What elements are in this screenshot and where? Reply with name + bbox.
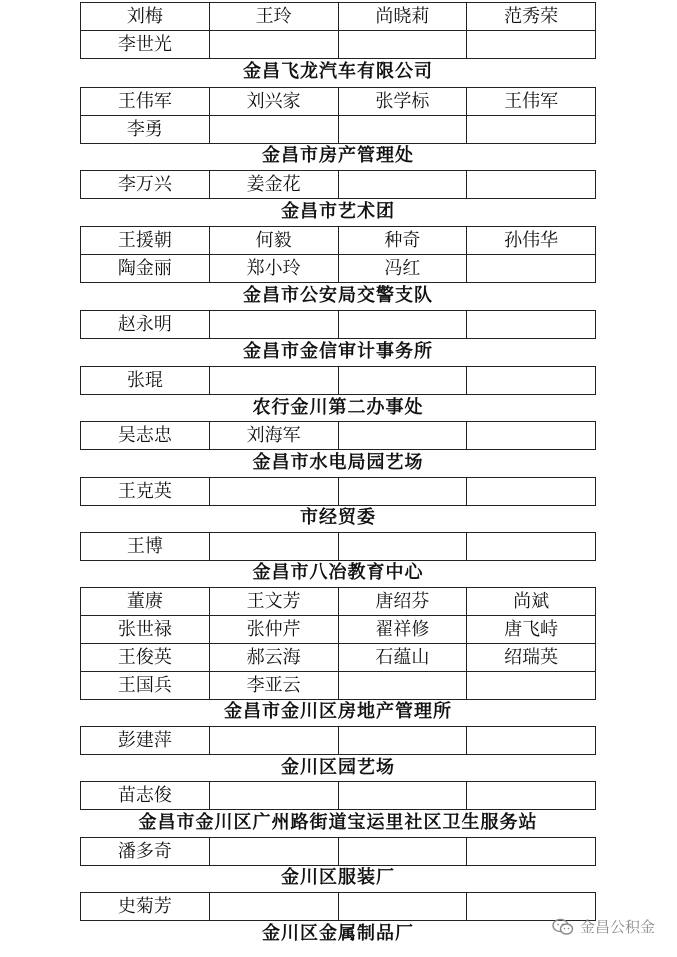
name-cell: 李勇 [81,116,210,144]
name-cell: 史菊芳 [81,893,210,921]
name-cell [467,533,596,561]
name-cell: 张琨 [81,367,210,395]
table-row [81,672,596,700]
name-table [80,87,596,144]
name-cell: 彭建萍 [81,727,210,755]
name-cell [467,31,596,59]
name-cell: 李万兴 [81,171,210,199]
name-cell: 赵永明 [81,311,210,339]
table-row [81,422,596,450]
watermark [552,916,655,937]
name-cell: 王博 [81,533,210,561]
table-row [81,367,596,395]
table-row [81,533,596,561]
table-row [81,782,596,810]
organization-title: 农行金川第二办事处 [252,397,424,418]
name-cell [338,782,467,810]
name-cell [467,478,596,506]
name-cell: 董赓 [81,588,210,616]
name-cell: 郝云海 [209,644,338,672]
name-cell [338,31,467,59]
name-cell [209,727,338,755]
table-row [81,31,596,59]
name-cell [209,116,338,144]
name-cell: 何毅 [209,227,338,255]
table-row [81,616,596,644]
name-cell [467,171,596,199]
name-cell: 王玲 [209,3,338,31]
name-cell [209,311,338,339]
table-row [81,893,596,921]
name-cell [338,727,467,755]
name-cell [467,838,596,866]
name-cell: 翟祥修 [338,616,467,644]
name-cell: 尚晓莉 [338,3,467,31]
name-table [80,366,596,395]
name-table [80,477,596,506]
table-row [81,478,596,506]
name-cell: 刘海军 [209,422,338,450]
wechat-icon [552,918,574,936]
table-row [81,3,596,31]
table-row [81,838,596,866]
watermark-text: 金昌公积金 [579,918,655,936]
name-cell: 潘多奇 [81,838,210,866]
name-cell: 孙伟华 [467,227,596,255]
table-row [81,171,596,199]
name-cell [467,311,596,339]
name-table [80,310,596,339]
name-cell: 张世禄 [81,616,210,644]
name-cell [467,782,596,810]
organization-title: 金昌市金川区广州路街道宝运里社区卫生服务站 [138,812,538,833]
name-cell [209,478,338,506]
name-cell [209,31,338,59]
table-row [81,644,596,672]
organization-title: 金昌市金信审计事务所 [243,341,433,362]
table-row [81,227,596,255]
name-cell: 王伟军 [81,88,210,116]
name-cell [338,311,467,339]
organization-title: 市经贸委 [300,507,376,528]
name-cell [338,171,467,199]
name-cell: 范秀荣 [467,3,596,31]
table-row [81,311,596,339]
name-cell [467,672,596,700]
name-table [80,726,596,755]
name-cell [467,367,596,395]
name-cell: 张仲芹 [209,616,338,644]
name-table [80,837,596,866]
name-cell [338,116,467,144]
name-cell: 冯红 [338,255,467,283]
organization-title: 金昌市水电局园艺场 [252,452,424,473]
name-cell: 李亚云 [209,672,338,700]
organization-title: 金川区园艺场 [281,757,395,778]
name-cell: 王文芳 [209,588,338,616]
name-cell [338,422,467,450]
name-cell: 种奇 [338,227,467,255]
table-row [81,588,596,616]
name-cell [338,478,467,506]
name-cell: 姜金花 [209,171,338,199]
table-row [81,88,596,116]
table-row [81,727,596,755]
organization-title: 金川区金属制品厂 [262,923,414,944]
name-cell: 张学标 [338,88,467,116]
name-cell [338,838,467,866]
name-cell: 绍瑞英 [467,644,596,672]
name-cell [209,367,338,395]
name-cell: 王援朝 [81,227,210,255]
organization-title: 金昌飞龙汽车有限公司 [243,61,433,82]
name-cell: 王国兵 [81,672,210,700]
name-table [80,892,596,921]
name-cell: 唐绍芬 [338,588,467,616]
name-cell [338,533,467,561]
name-cell: 石蕴山 [338,644,467,672]
name-cell: 尚斌 [467,588,596,616]
organization-title: 金昌市艺术团 [281,201,395,222]
name-cell [467,255,596,283]
name-table [80,2,596,59]
name-cell: 苗志俊 [81,782,210,810]
organization-title: 金川区服装厂 [281,867,395,888]
table-row [81,116,596,144]
name-cell [209,893,338,921]
name-table [80,421,596,450]
name-table [80,781,596,810]
name-cell [467,422,596,450]
name-cell: 陶金丽 [81,255,210,283]
organization-title: 金昌市八冶教育中心 [252,562,424,583]
name-cell [209,782,338,810]
name-cell: 唐飞峙 [467,616,596,644]
name-cell: 刘兴家 [209,88,338,116]
name-cell [338,672,467,700]
name-cell: 刘梅 [81,3,210,31]
name-cell: 王克英 [81,478,210,506]
organization-title: 金昌市公安局交警支队 [243,285,433,306]
name-cell: 李世光 [81,31,210,59]
name-table [80,532,596,561]
name-cell: 吴志忠 [81,422,210,450]
name-table [80,170,596,199]
name-cell [467,727,596,755]
table-row [81,255,596,283]
name-cell [209,838,338,866]
name-cell: 郑小玲 [209,255,338,283]
name-cell [338,367,467,395]
name-cell [467,116,596,144]
name-table [80,226,596,283]
name-cell: 王伟军 [467,88,596,116]
name-table [80,587,596,700]
organization-title: 金昌市房产管理处 [262,145,414,166]
name-cell [209,533,338,561]
organization-title: 金昌市金川区房地产管理所 [224,701,452,722]
name-cell [338,893,467,921]
name-cell: 王俊英 [81,644,210,672]
